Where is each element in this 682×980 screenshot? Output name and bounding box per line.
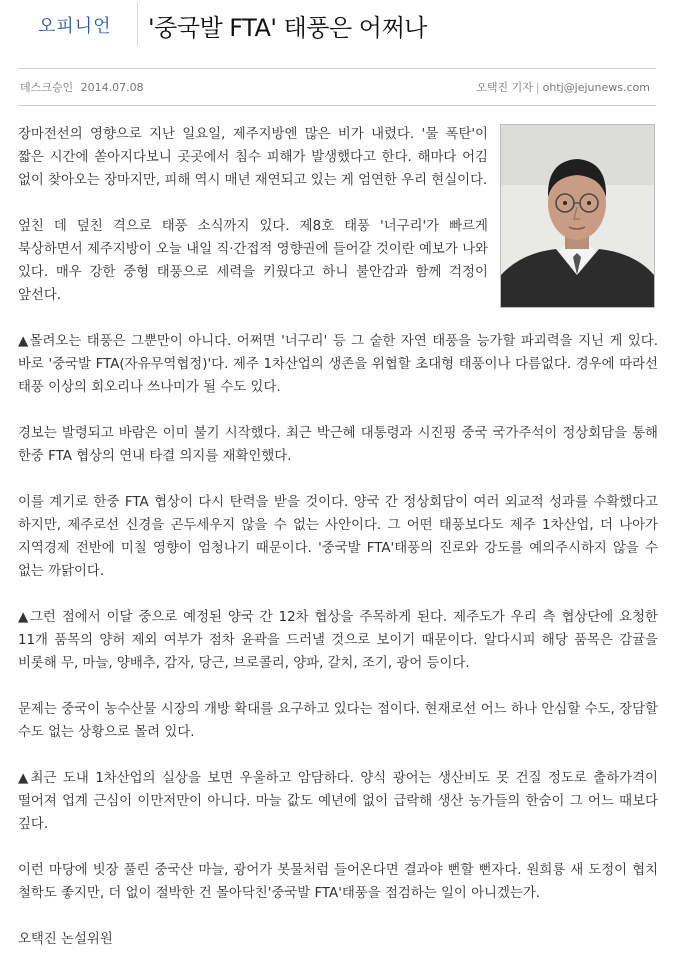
- header-divider: [137, 2, 138, 46]
- approval-info: [20, 79, 148, 95]
- article-body: [18, 123, 658, 974]
- author-byline: 오택진 논설위원: [18, 932, 113, 947]
- article-meta-bar: [18, 68, 656, 106]
- paragraph-2: 엎친 데 덮친 격으로 태풍 소식까지 있다. 제8호 태풍 '너구리'가 빠르게 북상하면서 제주지방이 오늘 내일 직·간접적 영향권에 들어갈 것이란 예보가 나와 있다. 매우 강한 중형 태풍으로 세력을 키웠다고 하니 불안감과 함께 걱정이 앞선다.: [18, 219, 488, 303]
- author-info: [476, 79, 650, 95]
- author-email[interactable]: ohtj@jejunews.com: [542, 81, 650, 94]
- paragraph-7: 문제는 중국이 농수산물 시장의 개방 확대를 요구하고 있다는 점이다. 현재로선 어느 하나 안심할 수도, 장담할 수도 없는 상황으로 몰려 있다.: [18, 702, 658, 740]
- desk-approval-label: 데스크승인: [20, 81, 74, 94]
- article-header: [0, 0, 682, 48]
- publish-date: 2014.07.08: [80, 81, 144, 94]
- paragraph-9: 이런 마당에 빗장 풀린 중국산 마늘, 광어가 봇물처럼 들어온다면 결과야 뻔할 뻔자다. 원희룡 새 도정이 협치 철학도 좋지만, 더 없이 절박한 건 몰아닥친'중국발 FTA'태풍을 점검하는 일이 아니겠는가.: [18, 863, 658, 901]
- paragraph-5: 이를 계기로 한중 FTA 협상이 다시 탄력을 받을 것이다. 양국 간 정상회담이 여러 외교적 성과를 수확했다고 하지만, 제주로선 신경을 곤두세우지 않을 수 없는 사안이다. 그 어떤 태풍보다도 제주 1차산업, 더 나아가 지역경제 전반에 미칠 영향이 엄청나기 때문이다. '중국발 FTA'태풍의 진로와 강도를 예의주시하지 않을 수 없는 까닭이다.: [18, 495, 658, 579]
- paragraph-6: ▲그런 점에서 이달 중으로 예정된 양국 간 12차 협상을 주목하게 된다. 제주도가 우리 측 협상단에 요청한 11개 품목의 양허 제외 여부가 점차 윤곽을 드러낼 것으로 보이기 때문이다. 알다시피 해당 품목은 감귤을 비롯해 무, 마늘, 양배추, 감자, 당근, 브로콜리, 양파, 갈치, 조기, 광어 등이다.: [18, 610, 658, 671]
- paragraph-4: 경보는 발령되고 바람은 이미 불기 시작했다. 최근 박근혜 대통령과 시진핑 중국 국가주석이 정상회담을 통해 한중 FTA 협상의 연내 타결 의지를 재확인했다.: [18, 426, 658, 464]
- paragraph-3: ▲몰려오는 태풍은 그뿐만이 아니다. 어쩌면 '너구리' 등 그 숱한 자연 태풍을 능가할 파괴력을 지닌 게 있다. 바로 '중국발 FTA(자유무역협정)'다. 제주 1차산업의 생존을 위협할 초대형 태풍이나 다름없다. 경우에 따라선 태풍 이상의 회오리나 쓰나미가 될 수도 있다.: [18, 334, 658, 395]
- author-name: 오택진 기자: [476, 81, 533, 94]
- paragraph-8: ▲최근 도내 1차산업의 실상을 보면 우울하고 암담하다. 양식 광어는 생산비도 못 건질 정도로 출하가격이 떨어져 업계 근심이 이만저만이 아니다. 마늘 값도 예년에 없이 급락해 생산 농가들의 한숨이 그 어느 때보다 깊다.: [18, 771, 658, 832]
- paragraph-1: 장마전선의 영향으로 지난 일요일, 제주지방엔 많은 비가 내렸다. '물 폭탄'이 짧은 시간에 쏟아지다보니 곳곳에서 침수 피해가 발생했다고 한다. 해마다 어김 없이 찾아오는 장마지만, 피해 역시 매년 재연되고 있는 게 엄연한 우리 현실이다.: [18, 127, 488, 188]
- article-title: '중국발 FTA' 태풍은 어쩌나: [148, 14, 427, 42]
- meta-separator: |: [535, 81, 540, 94]
- section-label[interactable]: 오피니언: [38, 16, 112, 37]
